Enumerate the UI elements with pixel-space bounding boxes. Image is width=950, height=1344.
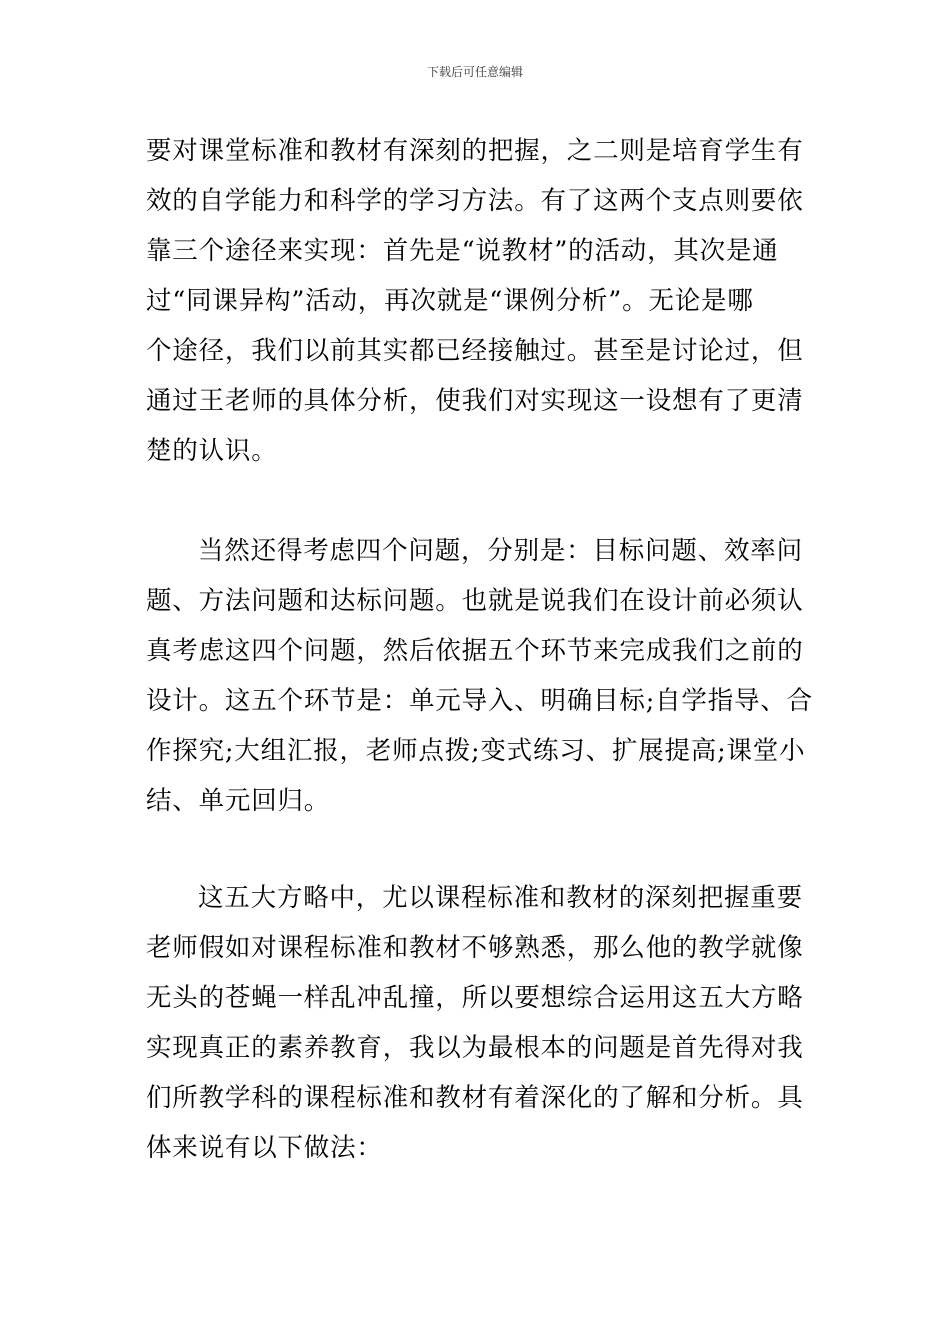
- text-line: 这五大方略中，尤以课程标准和教材的深刻把握重要: [198, 883, 803, 913]
- text-line: 们所教学科的课程标准和教材有着深化的了解和分析。具: [146, 1083, 804, 1113]
- text-line: 靠三个途径来实现：首先是“说教材”的活动，其次是通: [146, 236, 779, 266]
- text-line: 楚的认识。: [146, 436, 278, 466]
- text-line: 老师假如对课程标准和教材不够熟悉，那么他的教学就像: [146, 933, 804, 963]
- paragraph-2: [146, 526, 816, 826]
- paragraph-3: [146, 873, 816, 1173]
- text-line: 结、单元回归。: [146, 786, 331, 816]
- text-line: 效的自学能力和科学的学习方法。有了这两个支点则要依: [146, 186, 804, 216]
- text-line: 题、方法问题和达标问题。也就是说我们在设计前必须认: [146, 586, 804, 616]
- text-line: 无头的苍蝇一样乱冲乱撞，所以要想综合运用这五大方略: [146, 983, 804, 1013]
- text-line: 过“同课异构”活动，再次就是“课例分析”。无论是哪: [146, 286, 754, 316]
- text-line: 通过王老师的具体分析，使我们对实现这一设想有了更清: [146, 386, 804, 416]
- text-line: 体来说有以下做法：: [146, 1133, 383, 1163]
- text-line: 作探究;大组汇报，老师点拨;变式练习、扩展提高;课堂小: [146, 736, 806, 766]
- paragraph-1: [146, 126, 816, 476]
- text-line: 实现真正的素养教育，我以为最根本的问题是首先得对我: [146, 1033, 804, 1063]
- text-line: 当然还得考虑四个问题，分别是：目标问题、效率问: [198, 536, 803, 566]
- text-line: 真考虑这四个问题，然后依据五个环节来完成我们之前的: [146, 636, 804, 666]
- text-line: 要对课堂标准和教材有深刻的把握，之二则是培育学生有: [146, 136, 804, 166]
- page-header: 下载后可任意编辑: [426, 65, 523, 79]
- text-line: 设计。这五个环节是：单元导入、明确目标;自学指导、合: [146, 686, 813, 716]
- text-line: 个途径，我们以前其实都已经接触过。甚至是讨论过，但: [146, 336, 804, 366]
